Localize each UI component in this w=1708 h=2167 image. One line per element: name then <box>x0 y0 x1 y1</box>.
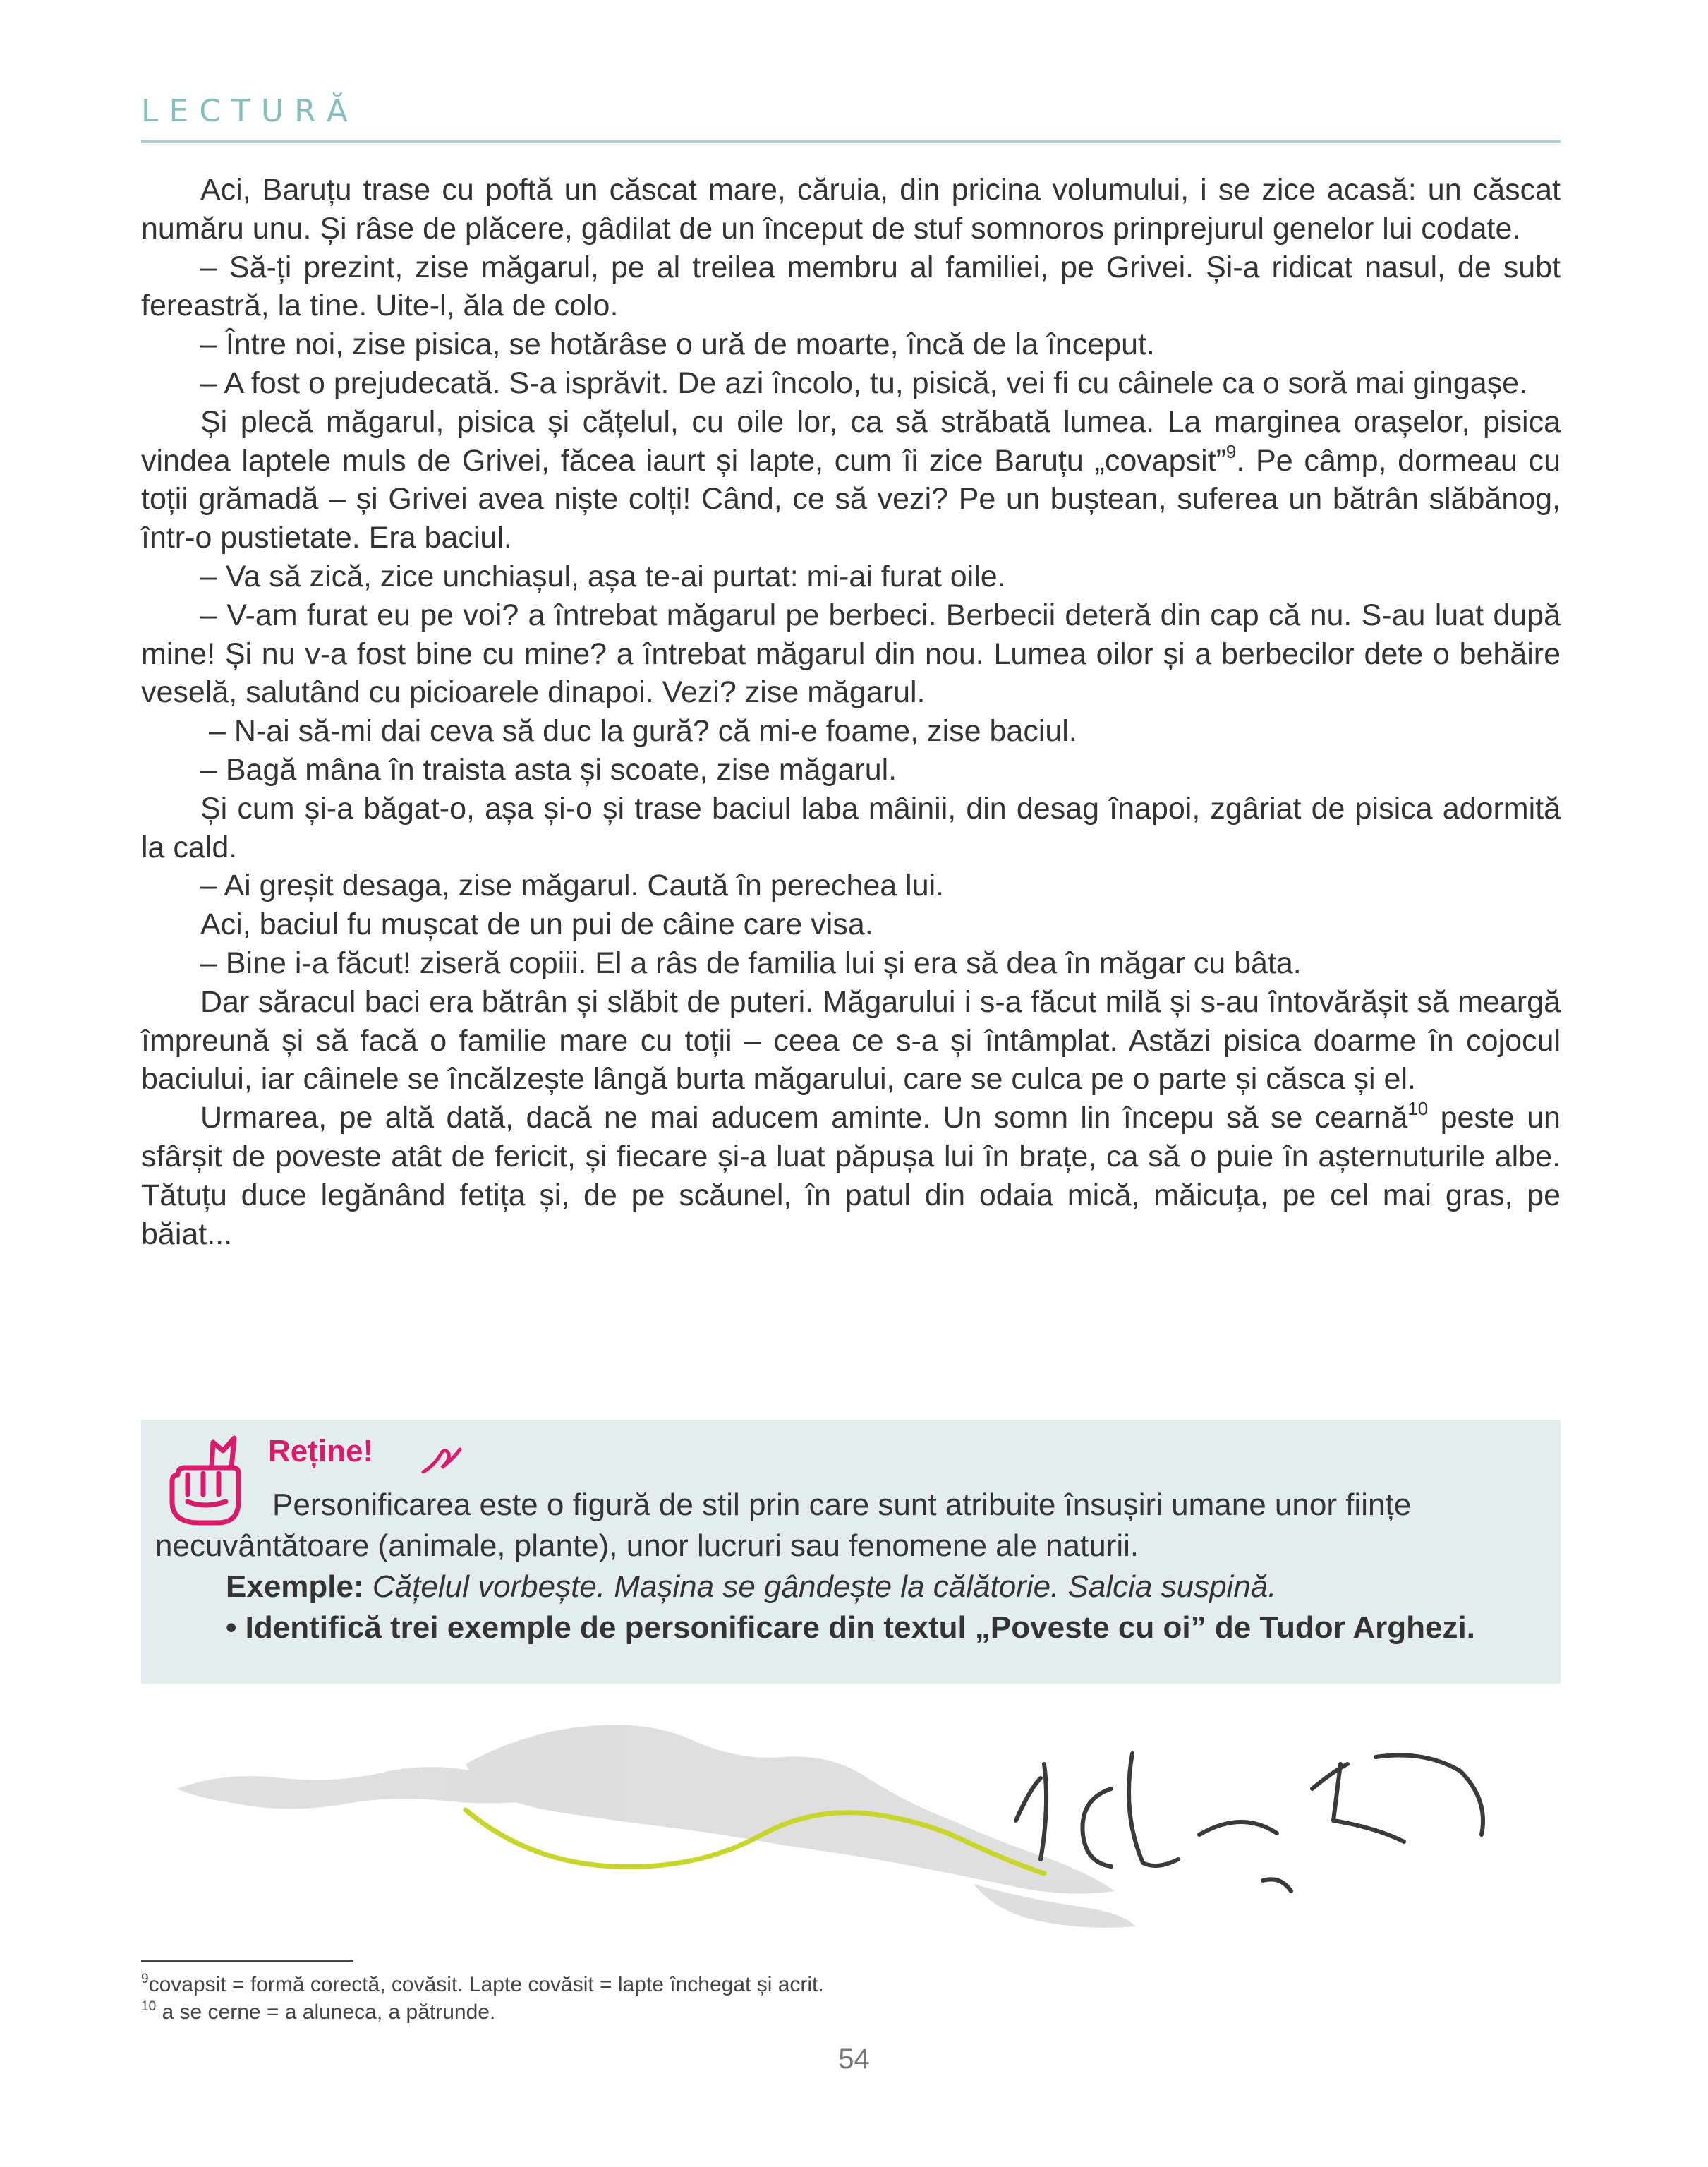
page-number: 54 <box>838 2044 870 2075</box>
paragraph: – N-ai să-mi dai ceva să duc la gură? că mi-e foame, zise baciul. <box>209 714 1077 749</box>
paragraph: – Va să zică, zice unchiașul, așa te-ai purtat: mi-ai furat oile. <box>200 559 1006 593</box>
retine-content <box>155 1485 1549 1648</box>
page-header-title: LECTURĂ <box>141 93 358 129</box>
paragraph <box>141 1099 1561 1253</box>
story-text <box>141 171 1561 1253</box>
paragraph: Aci, Baruțu trase cu poftă un căscat mare, căruia, din pricina volumului, i se zice acasă: un căscat număru unu. Și râse de plăcere, gâdilat de un început de stuf somnoros prinprejurul genelor lui codate. <box>141 173 1561 246</box>
footnote-text: covapsit = formă corectă, covăsit. Lapte covăsit = lapte închegat și acrit. <box>148 1973 824 1996</box>
text-run: peste un sfârșit de poveste atât de fericit, și fiecare și-a luat păpușa lui în brațe, ca să o puie în așternuturile albe. Tătuțu duce legănând fetița și, de pe scăunel, în patul din odaia mică, măicuța, pe cel mai gras, pe băiat... <box>141 1101 1561 1251</box>
paragraph: – Bagă mâna în traista asta și scoate, zise măgarul. <box>200 752 897 787</box>
paragraph: Și cum și-a băgat-o, așa și-o și trase baciul laba mâinii, din desag înapoi, zgâriat de pisica adormită la cald. <box>141 791 1561 864</box>
task-text: • Identifică trei exemple de personificare din textul „Poveste cu oi” de Tudor Arghezi. <box>226 1610 1475 1645</box>
footnote-ref: 9 <box>1225 440 1237 462</box>
text-run: Urmarea, pe altă dată, dacă ne mai aducem aminte. Un somn lin începu să se cearnă <box>200 1101 1408 1135</box>
paragraph: – V-am furat eu pe voi? a întrebat măgarul pe berbeci. Berbecii deteră din cap că nu. S-au luat după mine! Și nu v-a fost bine cu mine? a întrebat măgarul din nou. Lumea oilor și a berbecilor dete o behăire veselă, salutând cu picioarele dinapoi. Vezi? zise măgarul. <box>141 598 1561 710</box>
paragraph: – Bine i-a făcut! ziseră copiii. El a râs de familia lui și era să dea în măgar cu bâta. <box>200 946 1302 980</box>
examples-text: Cățelul vorbește. Mașina se gândește la călătorie. Salcia suspină. <box>372 1569 1277 1604</box>
examples-label: Exemple: <box>226 1569 364 1604</box>
text-run: . Pe câmp, dormeau cu toții grămadă – și Grivei avea niște colți! Când, ce să vezi? Pe un buștean, suferea un bătrân slăbănog, într-o pustietate. Era baciul. <box>141 443 1561 555</box>
footnote-divider <box>141 1960 353 1962</box>
footnote-9 <box>141 1971 1270 1998</box>
paragraph: – Ai greșit desaga, zise măgarul. Caută în perechea lui. <box>200 869 945 903</box>
footnote-mark: 10 <box>141 1999 157 2014</box>
text-run: Și plecă măgarul, pisica și cățelul, cu oile lor, ca să străbată lumea. La marginea orașelor, pisica vindea laptele muls de Grivei, făcea iaurt și lapte, cum îi zice Baruțu „covapsit” <box>141 404 1561 478</box>
paragraph: – Între noi, zise pisica, se hotărâse o ură de moarte, încă de la început. <box>200 327 1155 362</box>
footnote-ref: 10 <box>1407 1098 1429 1120</box>
paragraph: – A fost o prejudecată. S-a isprăvit. De azi încolo, tu, pisică, vei fi cu câinele ca o soră mai gingașe. <box>200 366 1528 400</box>
brush-landscape-icon <box>176 1725 1136 1928</box>
paragraph: – Să-ți prezint, zise măgarul, pe al treilea membru al familiei, pe Grivei. Și-a ridicat nasul, de subt fereastră, la tine. Uite-l, ăla de colo. <box>141 250 1561 323</box>
footnote-text: a se cerne = a aluneca, a pătrunde. <box>156 2000 496 2024</box>
paragraph <box>141 403 1561 557</box>
swirl-decoration-icon <box>420 1444 463 1478</box>
retine-title: Reține! <box>268 1434 374 1468</box>
retine-box <box>141 1420 1561 1684</box>
ink-strokes-icon <box>1016 1753 1483 1891</box>
paragraph: Aci, baciul fu mușcat de un pui de câine care visa. <box>200 907 873 942</box>
footnote-mark: 9 <box>141 1972 149 1986</box>
header-divider <box>141 140 1561 143</box>
footnotes <box>141 1971 1270 2026</box>
decorative-illustration <box>162 1722 1573 1948</box>
definition-text: Personificarea este o figură de stil prin care sunt atribuite însușiri umane unor ființe necuvântătoare (animale, plante), unor lucruri sau fenomene ale naturii. <box>155 1487 1412 1563</box>
paragraph: Dar săracul baci era bătrân și slăbit de puteri. Măgarului i s-a făcut milă și s-au întovărășit să meargă împreună și să facă o familie mare cu toții – ceea ce s-a și întâmplat. Astăzi pisica doarme în cojocul baciului, iar câinele se încălzește lângă burta măgarului, care se culca pe o parte și căsca și el. <box>141 984 1561 1097</box>
footnote-10 <box>141 1998 1270 2026</box>
examples-line <box>155 1567 1549 1607</box>
